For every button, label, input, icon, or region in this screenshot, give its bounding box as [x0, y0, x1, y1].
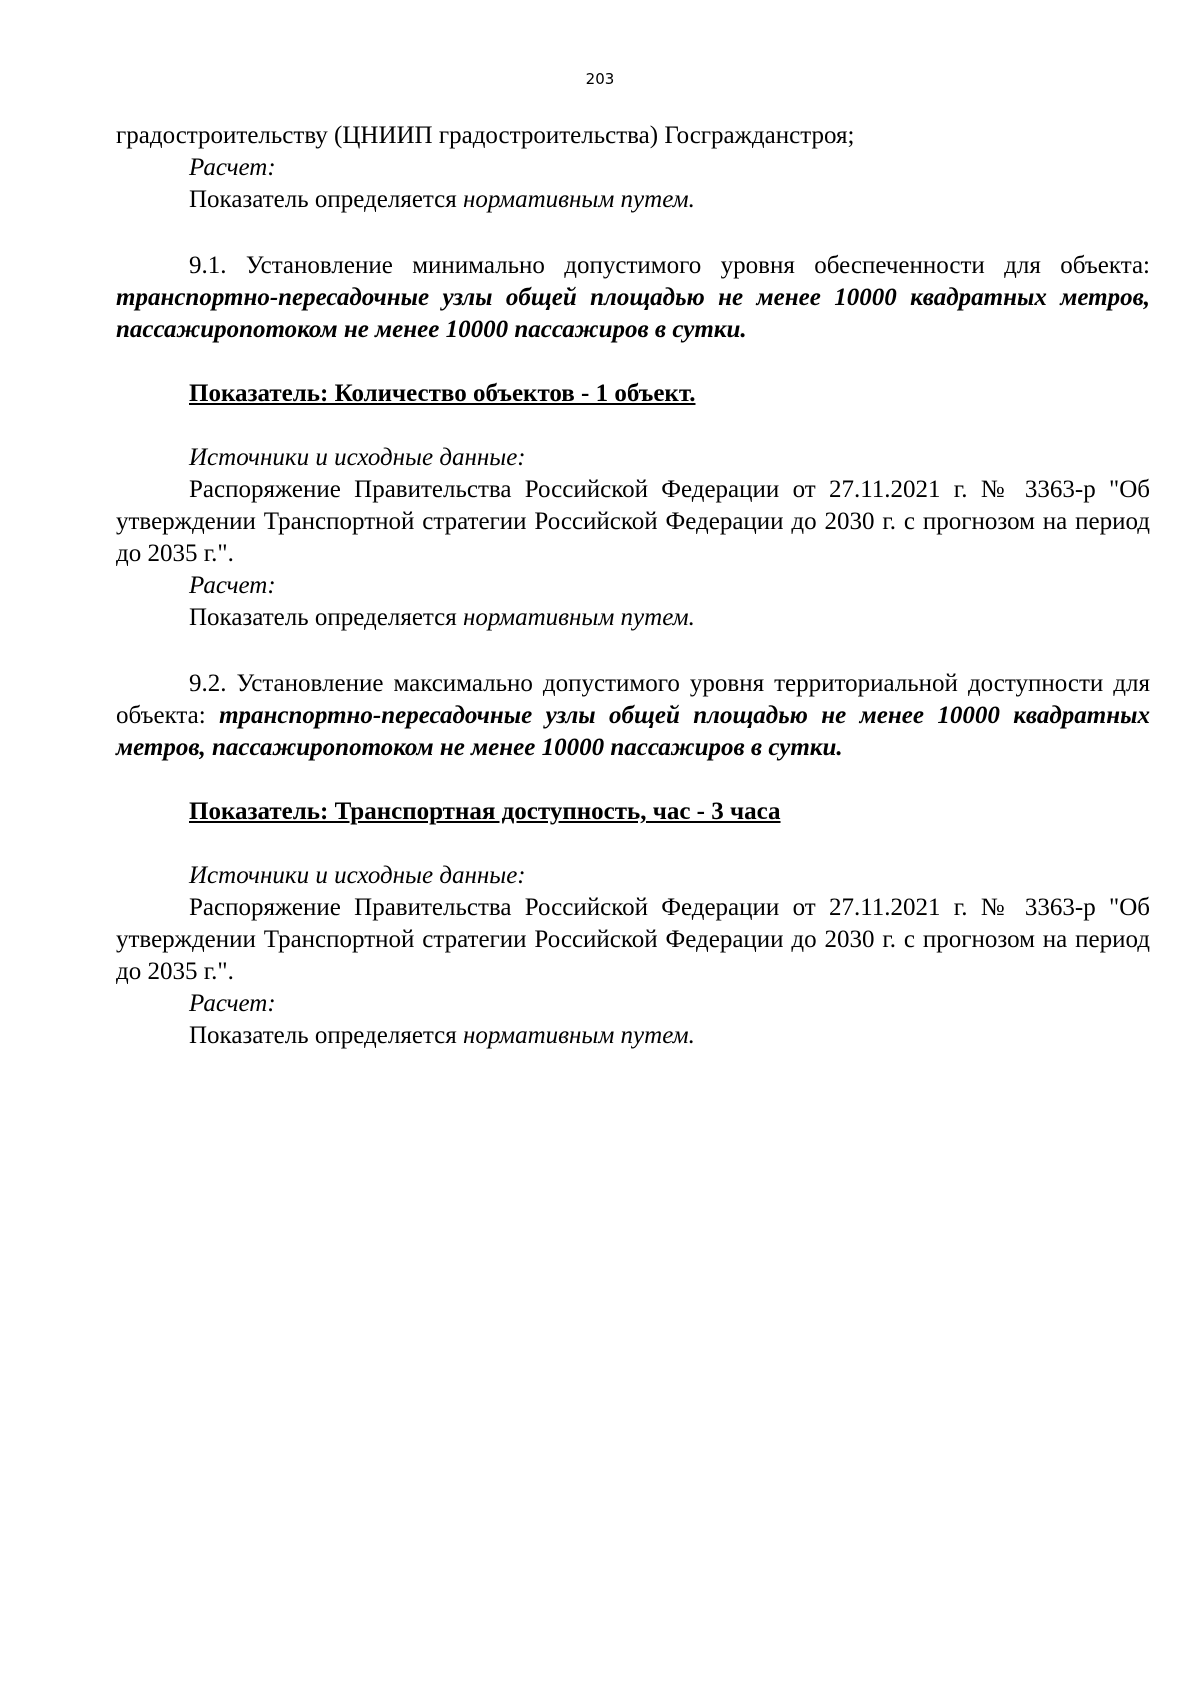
section-9-2-text: 9.2. Установление максимально допустимого уровня территориальной доступности для объекта:	[116, 670, 1150, 729]
document-body	[116, 120, 1150, 1052]
section-9-1-sources-label: Источники и исходные данные:	[189, 444, 526, 471]
section-9-1-calc-label: Расчет:	[189, 572, 276, 599]
section-9-2-emphasis: транспортно-пересадочные узлы общей площадью не менее 10000 квадратных метров, пассажиропотоком не менее 10000 пассажиров в сутки.	[116, 702, 1150, 761]
calc-text-plain: Показатель определяется	[189, 186, 463, 213]
section-9-2-calc-italic: нормативным путем.	[463, 1022, 695, 1049]
continuation-text: градостроительству (ЦНИИП градостроительства) Госгражданстроя;	[116, 122, 855, 149]
section-9-1-sources-text: Распоряжение Правительства Российской Федерации от 27.11.2021 г. № 3363-р "Об утверждении Транспортной стратегии Российской Федерации до 2030 г. с прогнозом на период до 2035 г.".	[116, 476, 1150, 567]
section-9-2-calc-plain: Показатель определяется	[189, 1022, 463, 1049]
page-number: 203	[585, 70, 615, 88]
calc-text	[116, 184, 1150, 216]
section-9-2-paragraph	[116, 668, 1150, 764]
section-9-1-calc-text	[116, 602, 1150, 634]
section-9-2-calc-text	[116, 1020, 1150, 1052]
calc-label: Расчет:	[189, 154, 276, 181]
calc-text-italic: нормативным путем.	[463, 186, 695, 213]
section-9-1-paragraph	[116, 250, 1150, 346]
section-9-2-indicator: Показатель: Транспортная доступность, час - 3 часа	[189, 798, 781, 825]
section-9-1-calc-italic: нормативным путем.	[463, 604, 695, 631]
section-9-1-indicator: Показатель: Количество объектов - 1 объект.	[189, 380, 696, 407]
section-9-2-indicator-line	[116, 796, 1150, 828]
section-9-2-calc-label: Расчет:	[189, 990, 276, 1017]
section-9-1-text: 9.1. Установление минимально допустимого уровня обеспеченности для объекта:	[189, 252, 1150, 279]
section-9-2-sources-label: Источники и исходные данные:	[189, 862, 526, 889]
section-9-1-emphasis: транспортно-пересадочные узлы общей площадью не менее 10000 квадратных метров, пассажиропотоком не менее 10000 пассажиров в сутки.	[116, 284, 1150, 343]
section-9-1-indicator-line	[116, 378, 1150, 410]
section-9-1-calc-plain: Показатель определяется	[189, 604, 463, 631]
section-9-2-sources-text: Распоряжение Правительства Российской Федерации от 27.11.2021 г. № 3363-р "Об утверждении Транспортной стратегии Российской Федерации до 2030 г. с прогнозом на период до 2035 г.".	[116, 894, 1150, 985]
